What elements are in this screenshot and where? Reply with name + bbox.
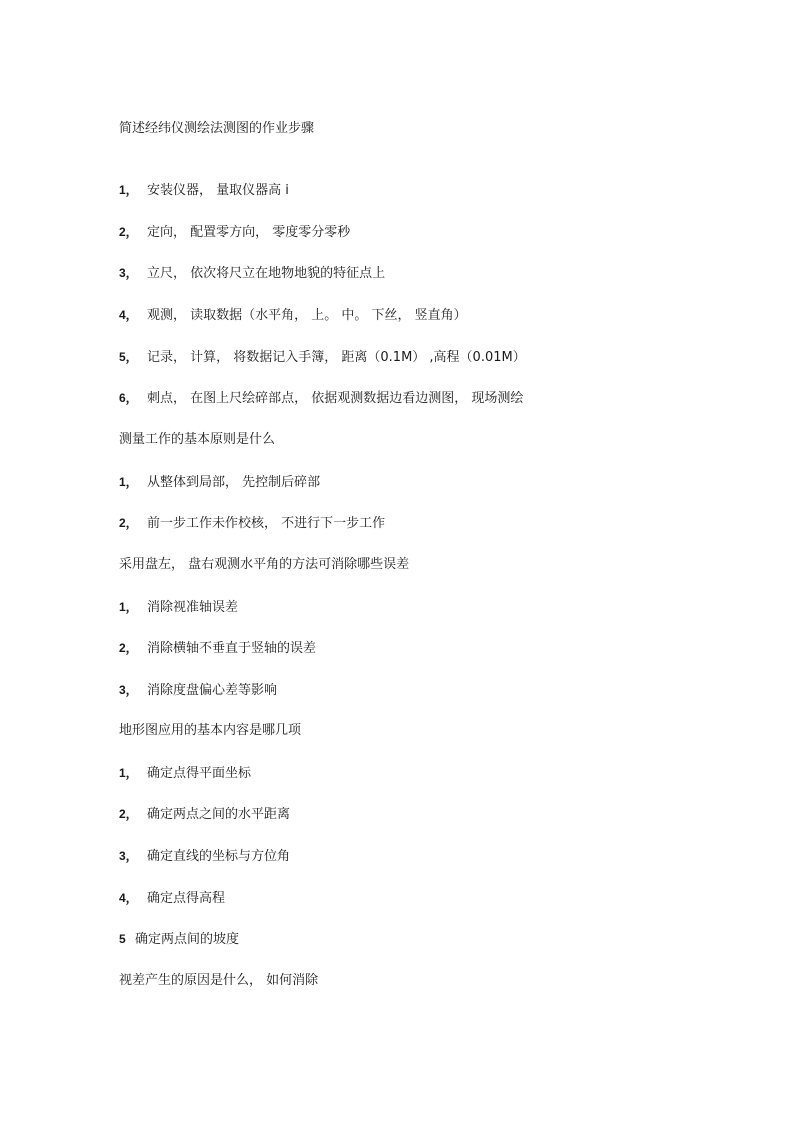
item-number: 2， (119, 807, 138, 821)
list-item (119, 182, 289, 199)
item-number: 6， (119, 391, 138, 405)
list-item (119, 349, 526, 366)
item-number: 3， (119, 849, 138, 863)
section-5-question: 视差产生的原因是什么， 如何消除 (119, 973, 319, 988)
list-item (119, 390, 523, 407)
list-item (119, 765, 251, 782)
item-text: 消除度盘偏心差等影响 (147, 683, 278, 698)
item-number: 3， (119, 266, 138, 280)
item-text: 从整体到局部， 先控制后碎部 (147, 475, 321, 490)
item-number: 4， (119, 308, 138, 322)
item-number: 3， (119, 683, 138, 697)
list-item (119, 682, 277, 699)
list-item (119, 474, 320, 491)
item-number: 4， (119, 891, 138, 905)
item-text: 消除视准轴误差 (147, 600, 239, 615)
item-text: 消除横轴不垂直于竖轴的误差 (147, 641, 317, 656)
section-2-question: 测量工作的基本原则是什么 (119, 432, 276, 447)
list-item (119, 890, 225, 907)
list-item (119, 848, 290, 865)
item-number: 2， (119, 516, 138, 530)
item-text: 定向， 配置零方向， 零度零分零秒 (147, 225, 351, 240)
item-text: 确定点得高程 (147, 891, 226, 906)
item-text: 前一步工作未作校核， 不进行下一步工作 (147, 516, 386, 531)
list-item (119, 640, 316, 657)
section-3-question: 采用盘左， 盘右观测水平角的方法可消除哪些误差 (119, 557, 410, 572)
item-number: 2， (119, 641, 138, 655)
item-number: 5， (119, 350, 138, 364)
list-item (119, 224, 350, 241)
item-number: 5 (119, 932, 126, 946)
item-text: 确定两点间的坡度 (135, 932, 240, 947)
list-item (119, 806, 290, 823)
section-1-question: 简述经纬仪测绘法测图的作业步骤 (119, 121, 315, 136)
item-number: 1， (119, 600, 138, 614)
item-text: 确定两点之间的水平距离 (147, 807, 291, 822)
item-text: 刺点， 在图上尺绘碎部点， 依据观测数据边看边测图， 现场测绘 (147, 391, 524, 406)
item-number: 2， (119, 225, 138, 239)
item-text: 记录， 计算， 将数据记入手簿， 距离（0.1M） ,高程（0.01M） (147, 350, 526, 365)
item-number: 1， (119, 766, 138, 780)
list-item (119, 265, 385, 282)
list-item (119, 515, 385, 532)
list-item (119, 931, 239, 948)
item-text: 确定点得平面坐标 (147, 766, 252, 781)
item-text: 安装仪器， 量取仪器高 i (147, 183, 289, 198)
section-4-question: 地形图应用的基本内容是哪几项 (119, 723, 302, 738)
item-text: 立尺， 依次将尺立在地物地貌的特征点上 (147, 266, 386, 281)
list-item (119, 307, 467, 324)
item-number: 1， (119, 183, 138, 197)
item-text: 确定直线的坐标与方位角 (147, 849, 291, 864)
item-text: 观测， 读取数据（水平角， 上。 中。 下丝， 竖直角） (147, 308, 467, 323)
list-item (119, 599, 238, 616)
item-number: 1， (119, 475, 138, 489)
